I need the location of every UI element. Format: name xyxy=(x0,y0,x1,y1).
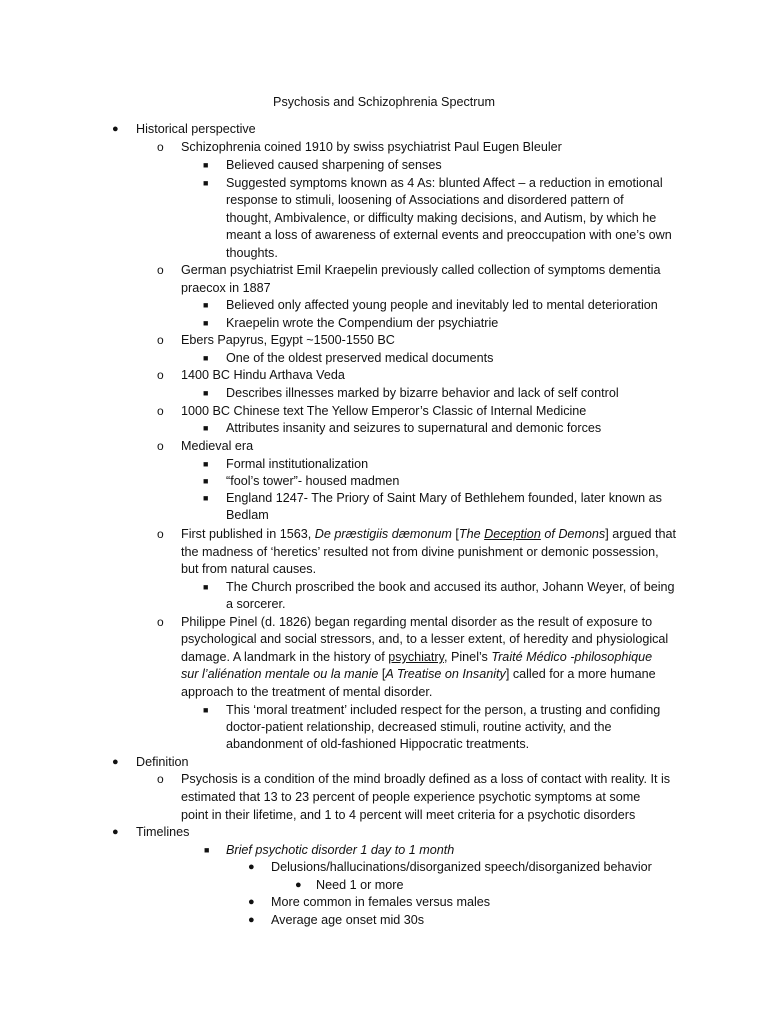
book-title-latin: De præstigiis dæmonum xyxy=(314,527,452,541)
circle-marker: o xyxy=(157,140,164,154)
list-item-continuation xyxy=(181,666,656,684)
circle-marker: o xyxy=(157,772,164,786)
list-item: More common in females versus males xyxy=(271,895,491,909)
square-marker: ■ xyxy=(203,705,209,715)
list-item: Schizophrenia coined 1910 by swiss psychiatrist Paul Eugen Bleuler xyxy=(181,140,562,154)
list-item-continuation: thoughts. xyxy=(226,246,278,260)
list-item: Attributes insanity and seizures to supernatural and demonic forces xyxy=(226,421,602,435)
list-item: Kraepelin wrote the Compendium der psychiatrie xyxy=(226,316,499,330)
list-item: Medieval era xyxy=(181,439,254,453)
list-item: One of the oldest preserved medical documents xyxy=(226,351,494,365)
list-item: Average age onset mid 30s xyxy=(271,913,425,927)
text-run: of Demons xyxy=(540,527,606,541)
list-item-continuation: Bedlam xyxy=(226,508,269,522)
psychiatry-link[interactable]: psychiatry xyxy=(388,650,444,664)
text-run: The xyxy=(458,527,485,541)
list-item-continuation: abandonment of old-fashioned Hippocratic treatments. xyxy=(226,737,530,751)
bullet-marker: ● xyxy=(112,826,119,838)
list-item-continuation: the madness of ‘heretics’ resulted not from divine punishment or demonic possession, xyxy=(181,545,659,559)
circle-marker: o xyxy=(157,439,164,453)
circle-marker: o xyxy=(157,368,164,382)
square-marker: ■ xyxy=(204,845,210,855)
list-item: Philippe Pinel (d. 1826) began regarding mental disorder as the result of exposure to xyxy=(181,615,653,629)
square-marker: ■ xyxy=(203,493,209,503)
list-item: The Church proscribed the book and accused its author, Johann Weyer, of being xyxy=(226,580,675,594)
list-item: German psychiatrist Emil Kraepelin previously called collection of symptoms dementia xyxy=(181,263,661,277)
dot-marker: ● xyxy=(295,879,302,891)
text-run: damage. A landmark in the history of xyxy=(181,650,389,664)
list-item: Need 1 or more xyxy=(316,878,404,892)
list-item-continuation: praecox in 1887 xyxy=(181,281,271,295)
list-item-continuation: point in their lifetime, and 1 to 4 percent will meet criteria for a psychotic disorders xyxy=(181,808,636,822)
dot-marker: ● xyxy=(248,861,255,873)
section-heading-timelines: Timelines xyxy=(136,825,190,839)
list-item: “fool’s tower”- housed madmen xyxy=(226,474,400,488)
text-run: ] called for a more humane xyxy=(505,667,656,681)
book-title-french: Traité Médico -philosophique xyxy=(491,650,653,664)
list-item: Believed caused sharpening of senses xyxy=(226,158,442,172)
square-marker: ■ xyxy=(203,388,209,398)
text-run: ] argued that xyxy=(605,527,676,541)
circle-marker: o xyxy=(157,527,164,541)
square-marker: ■ xyxy=(203,178,209,188)
list-item-continuation: response to stimuli, loosening of Associations and disordered pattern of xyxy=(226,193,624,207)
square-marker: ■ xyxy=(203,423,209,433)
bullet-marker: ● xyxy=(112,123,119,135)
text-run: [ xyxy=(378,667,386,681)
square-marker: ■ xyxy=(203,476,209,486)
text-run: [ xyxy=(451,527,459,541)
list-item-continuation: meant a loss of awareness of external events and preoccupation with one’s own xyxy=(226,228,672,242)
book-title-french: sur l’aliénation mentale ou la manie xyxy=(181,667,379,681)
list-item: Believed only affected young people and inevitably led to mental deterioration xyxy=(226,298,658,312)
square-marker: ■ xyxy=(203,300,209,310)
list-item-continuation: but from natural causes. xyxy=(181,562,317,576)
text-run: , Pinel’s xyxy=(443,650,492,664)
list-item-continuation xyxy=(181,649,652,667)
list-item-continuation: approach to the treatment of mental disorder. xyxy=(181,685,433,699)
book-title-english: A Treatise on Insanity xyxy=(385,667,506,681)
square-marker: ■ xyxy=(203,353,209,363)
square-marker: ■ xyxy=(203,459,209,469)
list-item-continuation: estimated that 13 to 23 percent of people experience psychotic symptoms at some xyxy=(181,790,641,804)
circle-marker: o xyxy=(157,333,164,347)
list-item: This ‘moral treatment’ included respect for the person, a trusting and confiding xyxy=(226,703,661,717)
square-marker: ■ xyxy=(203,318,209,328)
list-item: 1400 BC Hindu Arthava Veda xyxy=(181,368,345,382)
square-marker: ■ xyxy=(203,582,209,592)
dot-marker: ● xyxy=(248,914,255,926)
dot-marker: ● xyxy=(248,896,255,908)
list-item-continuation: psychological and social stressors, and, to a lesser extent, of heredity and physiological xyxy=(181,632,669,646)
list-item: Delusions/hallucinations/disorganized speech/disorganized behavior xyxy=(271,860,652,874)
list-item: 1000 BC Chinese text The Yellow Emperor’s Classic of Internal Medicine xyxy=(181,404,587,418)
list-item: Describes illnesses marked by bizarre behavior and lack of self control xyxy=(226,386,619,400)
deception-link[interactable]: Deception xyxy=(484,527,541,541)
list-item: Suggested symptoms known as 4 As: blunted Affect – a reduction in emotional xyxy=(226,176,663,190)
list-item-continuation: doctor-patient relationship, decreased stimuli, routine activity, and the xyxy=(226,720,612,734)
circle-marker: o xyxy=(157,404,164,418)
square-marker: ■ xyxy=(203,160,209,170)
page-title: Psychosis and Schizophrenia Spectrum xyxy=(273,95,495,109)
section-heading-definition: Definition xyxy=(136,755,189,769)
circle-marker: o xyxy=(157,263,164,277)
list-item-continuation: thought, Ambivalence, or difficulty making decisions, and Autism, by which he xyxy=(226,211,657,225)
list-item xyxy=(181,526,676,544)
list-item: Ebers Papyrus, Egypt ~1500-1550 BC xyxy=(181,333,395,347)
list-item: Formal institutionalization xyxy=(226,457,369,471)
list-item-continuation: a sorcerer. xyxy=(226,597,286,611)
list-item: Brief psychotic disorder 1 day to 1 month xyxy=(226,843,455,857)
text-run: First published in 1563, xyxy=(181,527,315,541)
circle-marker: o xyxy=(157,615,164,629)
list-item: England 1247- The Priory of Saint Mary of Bethlehem founded, later known as xyxy=(226,491,662,505)
bullet-marker: ● xyxy=(112,756,119,768)
list-item: Psychosis is a condition of the mind broadly defined as a loss of contact with reality. It is xyxy=(181,772,671,786)
section-heading-historical: Historical perspective xyxy=(136,122,256,136)
